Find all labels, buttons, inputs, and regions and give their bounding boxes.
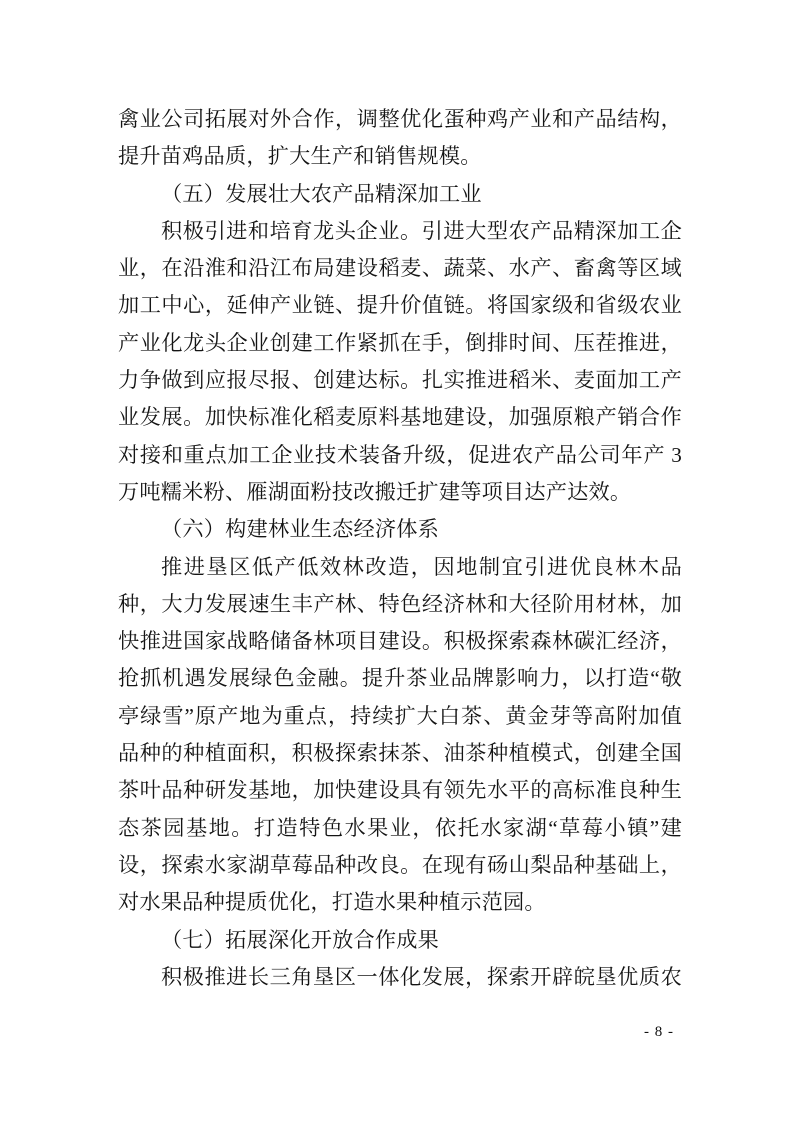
text-line: 设，探索水家湖草莓品种改良。在现有砀山梨品种基础上， — [118, 852, 682, 877]
text-line: 产业化龙头企业创建工作紧抓在手，倒排时间、压茬推进， — [118, 330, 682, 355]
text-line: 力争做到应报尽报、创建达标。扎实推进稻米、麦面加工产 — [118, 368, 682, 393]
text-line: 品种的种植面积，积极探索抹茶、油茶种植模式，创建全国 — [118, 741, 682, 766]
text-line: 积极推进长三角垦区一体化发展，探索开辟皖垦优质农 — [161, 964, 682, 989]
text-line: 万吨糯米粉、雁湖面粉技改搬迁扩建等项目达产达效。 — [118, 479, 632, 504]
text-line: 态茶园基地。打造特色水果业，依托水家湖“草莓小镇”建 — [118, 815, 682, 840]
text-line: 积极引进和培育龙头企业。引进大型农产品精深加工企 — [161, 218, 682, 243]
text-line: 业发展。加快标准化稻麦原料基地建设，加强原粮产销合作 — [118, 405, 682, 430]
page-number: - 8 - — [644, 1024, 674, 1040]
text-line: 业，在沿淮和沿江布局建设稻麦、蔬菜、水产、畜禽等区域 — [118, 256, 682, 281]
text-line: 加工中心，延伸产业链、提升价值链。将国家级和省级农业 — [118, 293, 682, 318]
document-body — [118, 101, 682, 996]
text-line: 推进垦区低产低效林改造，因地制宜引进优良林木品 — [161, 554, 682, 579]
text-line: 茶叶品种研发基地，加快建设具有领先水平的高标准良种生 — [118, 778, 682, 803]
text-line: 抢抓机遇发展绿色金融。提升茶业品牌影响力，以打造“敬 — [118, 666, 682, 691]
text-line: 亭绿雪”原产地为重点，持续扩大白茶、黄金芽等高附加值 — [118, 703, 682, 728]
section-heading: （七）拓展深化开放合作成果 — [161, 927, 440, 952]
section-heading: （六）构建林业生态经济体系 — [161, 517, 440, 542]
text-line: 快推进国家战略储备林项目建设。积极探索森林碳汇经济， — [118, 629, 682, 654]
text-line: 种，大力发展速生丰产林、特色经济林和大径阶用材林，加 — [118, 591, 682, 616]
text-line: 对水果品种提质优化，打造水果种植示范园。 — [118, 890, 546, 915]
text-line: 对接和重点加工企业技术装备升级，促进农产品公司年产 3 — [118, 442, 682, 467]
text-line: 提升苗鸡品质，扩大生产和销售规模。 — [118, 144, 482, 169]
text-line: 禽业公司拓展对外合作，调整优化蛋种鸡产业和产品结构， — [118, 107, 682, 131]
section-heading: （五）发展壮大农产品精深加工业 — [161, 181, 482, 206]
